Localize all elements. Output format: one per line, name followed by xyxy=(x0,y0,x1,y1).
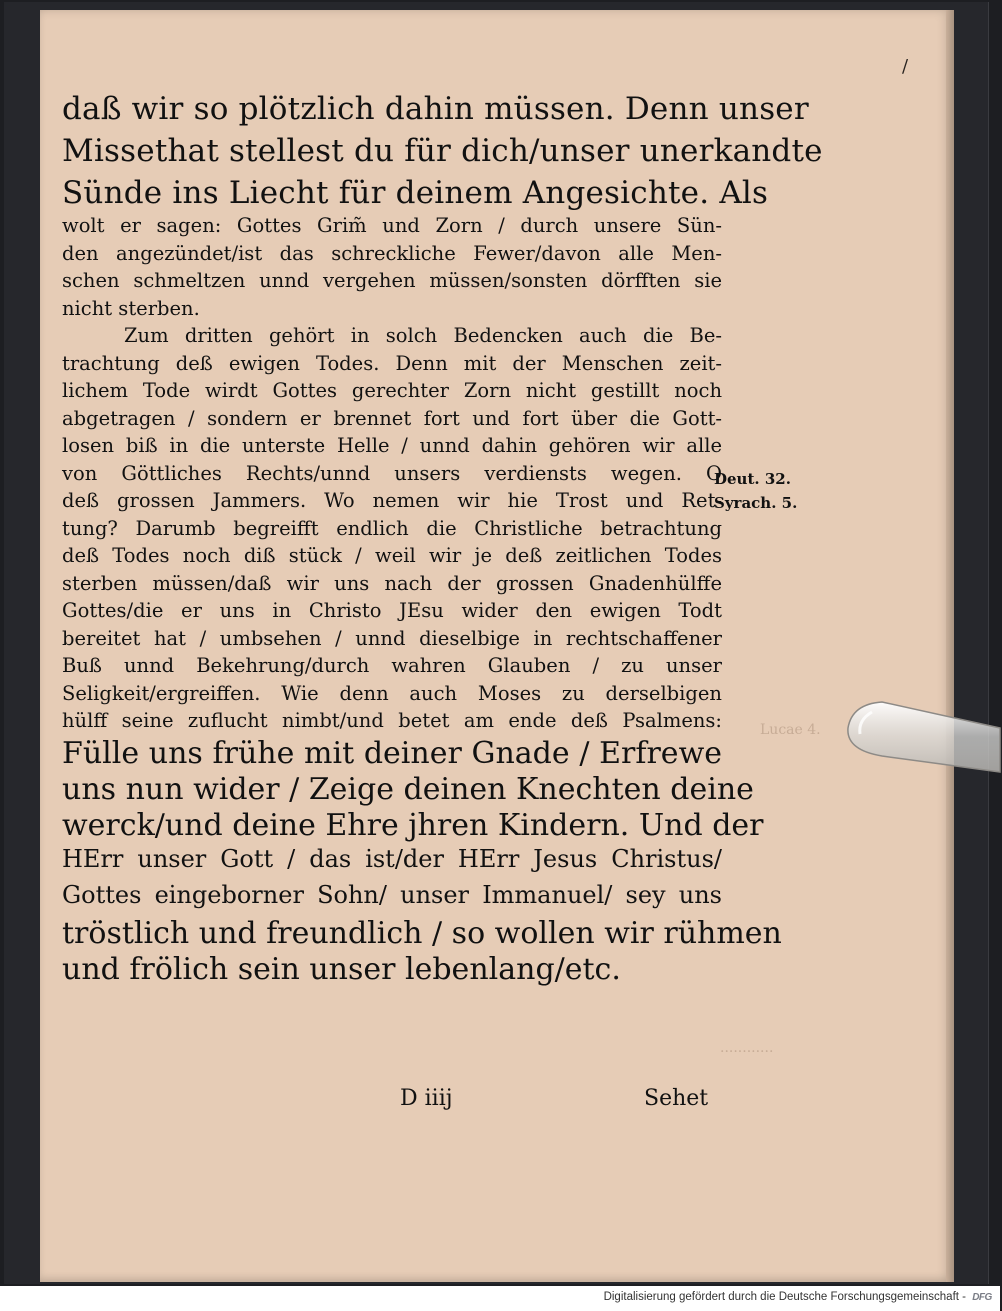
page-edge xyxy=(946,10,954,1282)
page-clip xyxy=(842,694,1002,780)
text-line: lichem Tode wirdt Gottes gerechter Zorn nicht gestillt noch xyxy=(62,379,722,402)
text-line: Gottes/die er uns in Christo JEsu wider den ewigen Todt xyxy=(62,599,722,622)
text-line: daß wir so plötzlich dahin müssen. Denn unser xyxy=(62,91,809,127)
text-line: und frölich sein unser lebenlang/etc. xyxy=(62,951,621,987)
text-line: Missethat stellest du für dich/unser unerkandte xyxy=(62,133,823,169)
text-line: Sünde ins Liecht für deinem Angesichte. Als xyxy=(62,175,769,211)
text-line: abgetragen / sondern er brennet fort und fort über die Gott- xyxy=(62,406,722,430)
text-line: trachtung deß ewigen Todes. Denn mit der Menschen zeit- xyxy=(62,351,722,375)
text-line: Gottes eingeborner Sohn/ unser Immanuel/ sey uns xyxy=(62,880,722,909)
marginal-note: Syrach. 5. xyxy=(714,494,798,512)
text-line: hülff seine zuflucht nimbt/und betet am ende deß Psalmens: xyxy=(62,709,722,732)
folio-mark: / xyxy=(902,56,909,77)
signature-mark: D iiij xyxy=(400,1086,453,1111)
text-line: Buß unnd Bekehrung/durch wahren Glauben / zu unser xyxy=(62,654,722,677)
text-line: bereitet hat / umbsehen / unnd dieselbige in rechtschaffener xyxy=(62,626,722,650)
text-line: werck/und deine Ehre jhren Kindern. Und der xyxy=(62,807,764,843)
text-line: nicht sterben. xyxy=(62,296,200,320)
marginal-note: Deut. 32. xyxy=(714,470,791,488)
text-line: tung? Darumb begreifft endlich die Christliche betrachtung xyxy=(62,516,722,540)
text-line: von Göttliches Rechts/unnd unsers verdiensts wegen. O xyxy=(62,461,722,485)
footer-bar xyxy=(0,1286,1000,1311)
text-line: deß grossen Jammers. Wo nemen wir hie Trost und Ret- xyxy=(62,489,722,512)
catchword: Sehet xyxy=(644,1086,709,1111)
text-line: den angezündet/ist das schreckliche Fewer/davon alle Men- xyxy=(62,241,722,265)
text-line: tröstlich und freundlich / so wollen wir rühmen xyxy=(62,915,782,951)
text-line: wolt er sagen: Gottes Grim̃ und Zorn / durch unsere Sün- xyxy=(62,214,722,237)
dfg-logo: DFG xyxy=(972,1292,992,1303)
text-line: Zum dritten gehört in solch Bedencken auch die Be- xyxy=(124,324,722,347)
text-line: sterben müssen/daß wir uns nach der grossen Gnadenhülffe xyxy=(62,571,722,595)
text-line: Seligkeit/ergreiffen. Wie denn auch Moses zu derselbigen xyxy=(62,681,722,705)
show-through-text: Lucae 4. xyxy=(760,722,821,738)
footer-credit: Digitalisierung gefördert durch die Deutsche Forschungsgemeinschaft - xyxy=(603,1291,966,1303)
text-line: deß Todes noch diß stück / weil wir je deß zeitlichen Todes xyxy=(62,544,722,567)
text-line: uns nun wider / Zeige deinen Knechten deine xyxy=(62,771,754,807)
text-line: schen schmeltzen unnd vergehen müssen/sonsten dörfften sie xyxy=(62,269,722,292)
show-through-text: ............ xyxy=(720,1040,774,1056)
text-line: losen biß in die unterste Helle / unnd dahin gehören wir alle xyxy=(62,434,722,457)
text-line: Fülle uns frühe mit deiner Gnade / Erfrewe xyxy=(62,735,722,771)
text-line: HErr unser Gott / das ist/der HErr Jesus Christus/ xyxy=(62,844,722,873)
